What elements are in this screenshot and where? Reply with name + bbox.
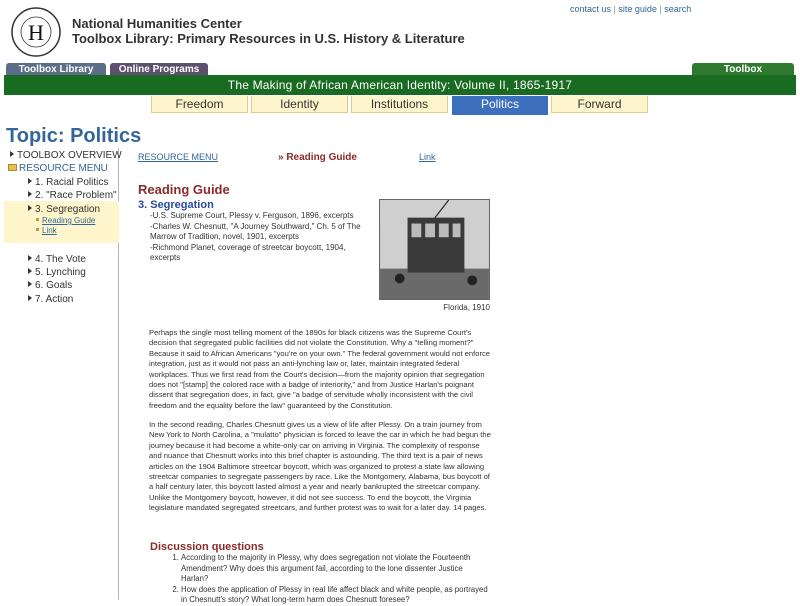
arrow-right-icon [28,295,32,301]
page-title: Topic: Politics [6,125,142,147]
tab-identity[interactable]: Identity [251,96,348,113]
tab-toolbox-library[interactable]: Toolbox Library [6,63,106,76]
utility-links: contact us | site guide | search [570,4,692,14]
sidebar-item-action[interactable]: 7. Action [28,294,73,305]
current-page-label: » Reading Guide [278,152,357,163]
site-header [72,16,465,46]
tab-politics[interactable]: Politics [452,96,548,115]
sidebar-item-the-vote[interactable]: 4. The Vote [28,254,86,265]
discussion-question: 1. According to the majority in Plessy, why does segregation not violate the Fourteenth Amendment? Why does this argument fail, according to the lone dissenter Justice Harlan? [181,553,491,585]
arrow-right-icon [28,205,32,211]
sidebar-item-goals[interactable]: 6. Goals [28,280,72,291]
streetcar-photo [379,199,490,300]
site-guide-link[interactable]: site guide [618,4,657,14]
excerpt-item: -Richmond Planet, coverage of streetcar boycott, 1904, excerpts [150,242,346,262]
sidebar-item-resource-menu[interactable]: RESOURCE MENU [8,163,108,174]
search-link[interactable]: search [664,4,692,14]
banner-title: The Making of African American Identity: Volume II, 1865-1917 [4,75,796,95]
discussion-heading: Discussion questions [150,541,264,553]
sidebar-item-race-problem[interactable]: 2. "Race Problem" [28,190,117,201]
tab-freedom[interactable]: Freedom [151,96,248,113]
arrow-right-icon [28,281,32,287]
bullet-icon [36,228,39,231]
bullet-icon [36,218,39,221]
arrow-right-icon [28,268,32,274]
sidebar-subitem-link[interactable]: Link [36,226,57,235]
folder-icon [8,164,17,171]
svg-text:H: H [28,20,44,45]
sidebar-item-segregation[interactable]: 3. Segregation [28,204,100,215]
sidebar-item-racial-politics[interactable]: 1. Racial Politics [28,177,108,188]
photo-caption: Florida, 1910 [443,303,490,312]
second-paragraph: In the second reading, Charles Chesnutt gives us a view of life after Plessy. On a train journey from New York to North Carolina, a "mulatto" physician is forced to leave the car in which he had begun the journey because it had become a white-only car on arriving in Virginia. The complexity of response and nuance that Chesnutt works into this brief chapter is astounding. The third text is a pair of news articles on the 1904 Baltimore streetcar boycott, which was organized to protest a state law allowing streetcar companies to segregate passengers by race. Like the Montgomery, Alabama, bus boycott of a half century later, this boycott lasted almost a year and nearly bankrupted the streetcar company. Unlike the Montgomery boycott, however, it did not see success. To end the boycott, the Virginia legislature mandated segregated streetcars, and further protest was to wait for a later day. 14 pages. [149,420,491,513]
discussion-list [171,553,491,606]
link-link[interactable]: Link [419,152,436,162]
nhc-logo[interactable] [10,6,62,58]
tab-forward[interactable]: Forward [551,96,648,113]
sidebar-subitem-reading-guide[interactable]: Reading Guide [36,216,95,225]
sidebar-item-lynching[interactable]: 5. Lynching [28,267,86,278]
segregation-heading: 3. Segregation [138,199,214,211]
contact-link[interactable]: contact us [570,4,612,14]
arrow-right-icon [10,151,14,157]
arrow-right-icon [28,191,32,197]
intro-paragraph: Perhaps the single most telling moment of the 1890s for black citizens was the Supreme Court's decision that segregated public facilities did not violate the Constitution. Why a "telling moment?" Because it said to African Americans "you're on your own." The federal government would not enforce integration, just as it would not pass an anti-lynching law or, later, maintain integrated federal workplaces. Thus we first read from the Court's decision—from the majority opinion that segregation does not "[stamp] the colored race with a badge of interiority," and from Justice Harlan's poignant dissent that segregation does, in fact, give "a badge of servitude wholly inconsistent with the civil freedom and the equality before the law" guaranteed by the Constitution. [149,328,491,410]
tab-toolbox[interactable]: Toolbox [692,63,794,76]
tab-online-programs[interactable]: Online Programs [110,63,208,76]
discussion-question: 2. How does the application of Plessy in real life affect black and white people, as portrayed in Chesnutt's story? What long-term harm does Chesnutt foresee? [181,585,491,606]
site-subtitle[interactable]: Toolbox Library: Primary Resources in U.S. History & Literature [72,31,465,46]
org-name[interactable]: National Humanities Center [72,16,242,31]
reading-guide-heading: Reading Guide [138,182,230,197]
excerpt-item: -U.S. Supreme Court, Plessy v. Ferguson, 1896, excerpts [150,211,354,220]
resource-menu-link[interactable]: RESOURCE MENU [138,152,219,162]
tab-institutions[interactable]: Institutions [351,96,448,113]
arrow-right-icon [28,178,32,184]
sidebar-item-overview[interactable]: TOOLBOX OVERVIEW [10,150,122,161]
excerpt-item: -Charles W. Chesnutt, "A Journey Southward," Ch. 5 of The Marrow of Tradition, novel, 1901, excerpts [150,221,361,241]
excerpt-list [150,211,365,264]
arrow-right-icon [28,255,32,261]
